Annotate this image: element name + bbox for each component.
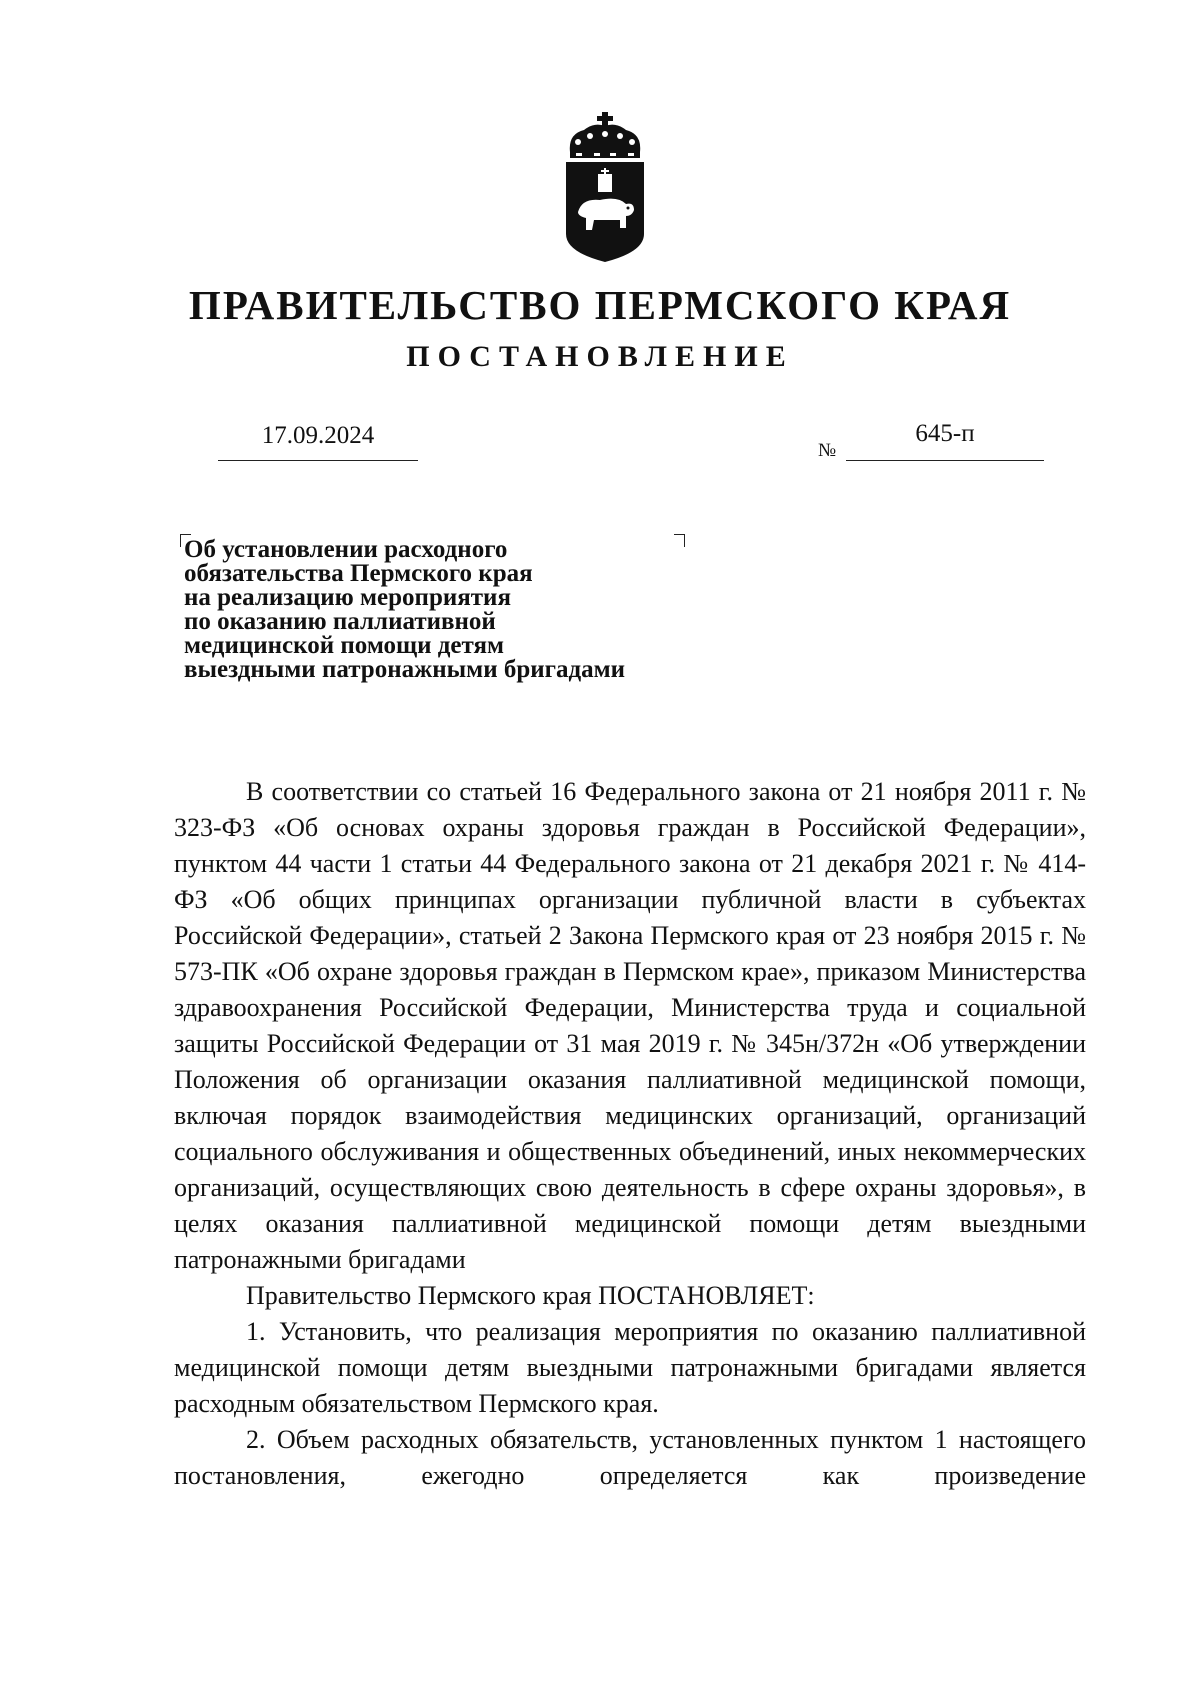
item-1-paragraph: 1. Установить, что реализация мероприятия по оказанию паллиативной медицинской помощи детям выездными патронажными бригадами является расходным обязательством Пермского края.	[174, 1317, 1086, 1418]
item-2-paragraph: 2. Объем расходных обязательств, установленных пунктом 1 настоящего постановления, ежегодно определяется как произведение	[174, 1425, 1086, 1490]
perm-krai-coat-of-arms-icon	[564, 112, 646, 262]
number-field	[818, 418, 1044, 464]
subject-line: на реализацию мероприятия	[184, 584, 511, 611]
preamble-paragraph: В соответствии со статьей 16 Федерального закона от 21 ноября 2011 г. № 323-ФЗ «Об основах охраны здоровья граждан в Российской Федерации», пунктом 44 части 1 статьи 44 Федерального закона от 21 декабря 2021 г. № 414-ФЗ «Об общих принципах организации публичной власти в субъектах Российской Федерации», статьей 2 Закона Пермского края от 23 ноября 2015 г. № 573-ПК «Об охране здоровья граждан в Пермском крае», приказом Министерства здравоохранения Российской Федерации, Министерства труда и социальной защиты Российской Федерации от 31 мая 2019 г. № 345н/372н «Об утверждении Положения об организации оказания паллиативной медицинской помощи, включая порядок взаимодействия медицинских организаций, организаций социального обслуживания и общественных объединений, иных некоммерческих организаций, осуществляющих свою деятельность в сфере охраны здоровья», в целях оказания паллиативной медицинской помощи детям выездными патронажными бригадами	[174, 777, 1086, 1274]
subject-line: выездными патронажными бригадами	[184, 656, 626, 683]
number-underline	[846, 460, 1044, 461]
subject-line: обязательства Пермского края	[184, 560, 533, 587]
subject-line: медицинской помощи детям	[184, 632, 505, 659]
document-type: ПОСТАНОВЛЕНИЕ	[406, 340, 794, 373]
resolves-paragraph: Правительство Пермского края ПОСТАНОВЛЯЕТ:	[246, 1281, 815, 1310]
government-title: ПРАВИТЕЛЬСТВО ПЕРМСКОГО КРАЯ	[188, 282, 1012, 328]
document-body	[174, 774, 1086, 1494]
date-field	[218, 418, 418, 464]
number-sign: №	[818, 440, 837, 461]
document-date: 17.09.2024	[261, 422, 375, 449]
document-subject	[184, 538, 704, 682]
document-number: 645-п	[915, 420, 975, 447]
subject-line: по оказанию паллиативной	[184, 608, 496, 635]
date-underline	[218, 460, 418, 461]
subject-line: Об установлении расходного	[184, 536, 508, 563]
